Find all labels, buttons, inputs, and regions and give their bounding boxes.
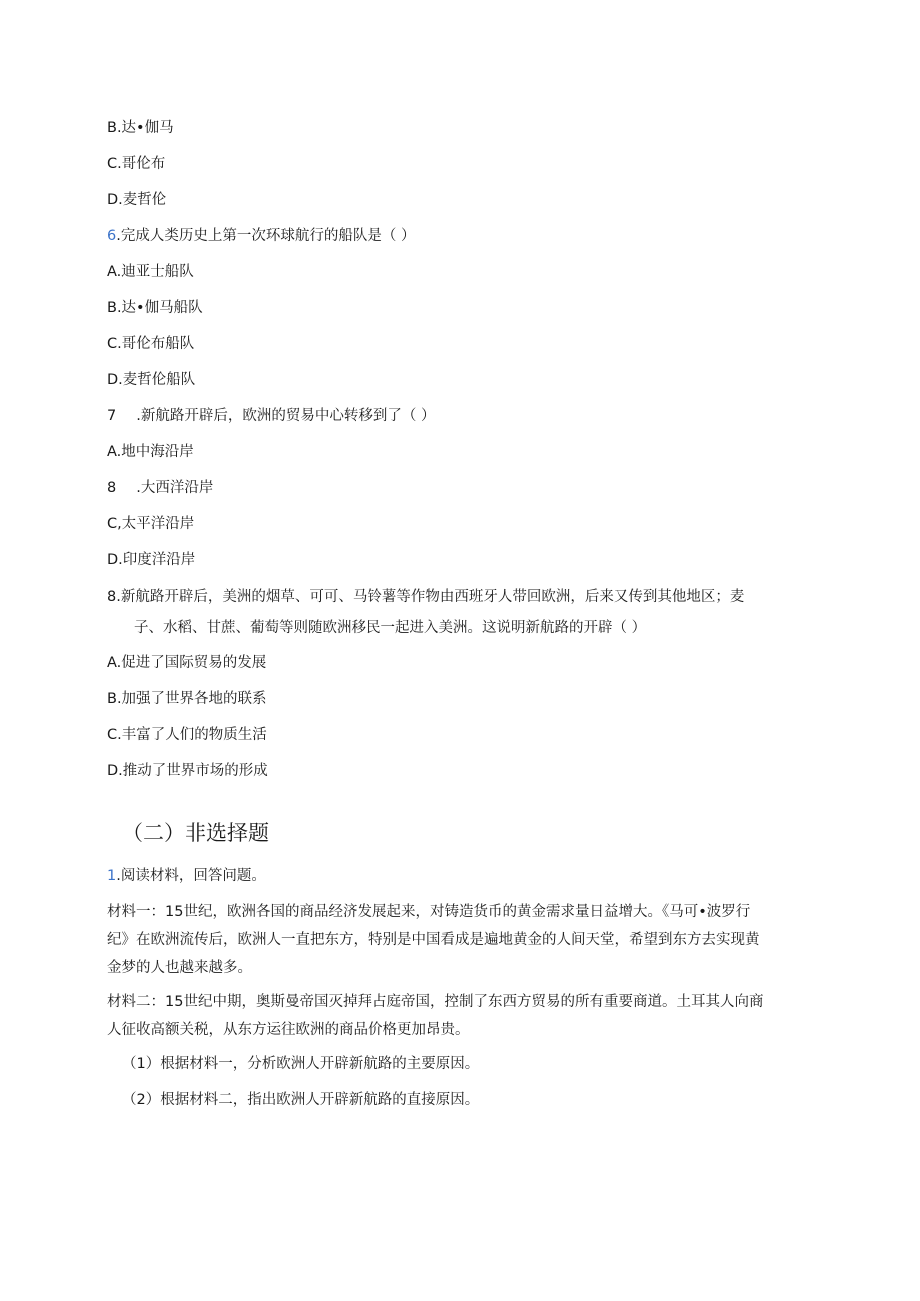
q8-option-b: B.加强了世界各地的联系 (107, 691, 267, 707)
q5-option-c: C.哥伦布 (107, 156, 166, 172)
q7-number: 7 (107, 408, 117, 424)
material1-line3: 金梦的人也越来越多。 (107, 960, 252, 976)
sub-question-1: （1）根据材料一，分析欧洲人开辟新航路的主要原因。 (122, 1056, 480, 1072)
q6-option-a: A.迪亚士船队 (107, 264, 194, 280)
s2-q1-stem-text: .阅读材料，回答问题。 (116, 868, 266, 884)
sub-question-2: （2）根据材料二，指出欧洲人开辟新航路的直接原因。 (122, 1092, 480, 1108)
q8-option-a: A.促进了国际贸易的发展 (107, 655, 267, 671)
q6-option-d: D.麦哲伦船队 (107, 372, 196, 388)
q6-stem (107, 225, 415, 247)
q7-option-b-number: 8 (107, 480, 117, 496)
q7-option-c: C,太平洋沿岸 (107, 516, 195, 532)
s2-q1-stem (107, 865, 266, 887)
q8-option-d: D.推动了世界市场的形成 (107, 763, 268, 779)
q8-stem-line1: 8.新航路开辟后，美洲的烟草、可可、马铃薯等作物由西班牙人带回欧洲，后来又传到其他地区；麦 (107, 589, 745, 605)
q7-option-d: D.印度洋沿岸 (107, 552, 196, 568)
q6-stem-text: .完成人类历史上第一次环球航行的船队是（ ） (116, 228, 416, 244)
q5-option-b: B.达•伽马 (107, 120, 174, 136)
material2-line1: 材料二：15世纪中期，奥斯曼帝国灭掉拜占庭帝国，控制了东西方贸易的所有重要商道。土耳其人向商 (107, 994, 764, 1010)
material2-line2: 人征收高额关税，从东方运往欧洲的商品价格更加昂贵。 (107, 1022, 470, 1038)
q7-stem-text: .新航路开辟后，欧洲的贸易中心转移到了（ ） (136, 408, 436, 424)
section-title: （二）非选择题 (122, 821, 269, 845)
q6-option-c: C.哥伦布船队 (107, 336, 195, 352)
q7-stem (107, 405, 435, 427)
q8-stem-line2: 子、水稻、甘蔗、葡萄等则随欧洲移民一起进入美洲。这说明新航路的开辟（ ） (134, 620, 647, 636)
q8-option-c: C.丰富了人们的物质生活 (107, 727, 267, 743)
q5-option-d: D.麦哲伦 (107, 192, 167, 208)
material1-line2: 纪》在欧洲流传后，欧洲人一直把东方，特别是中国看成是遍地黄金的人间天堂，希望到东方去实现黄 (107, 932, 760, 948)
material1-line1: 材料一：15世纪，欧洲各国的商品经济发展起来，对铸造货币的黄金需求量日益增大。《马可•波罗行 (107, 904, 751, 920)
q7-option-a: A.地中海沿岸 (107, 444, 194, 460)
q7-option-b-text: .大西洋沿岸 (136, 480, 214, 496)
q6-number: 6 (107, 228, 117, 244)
s2-q1-number: 1 (107, 868, 117, 884)
q7-option-b (107, 477, 213, 499)
q6-option-b: B.达•伽马船队 (107, 300, 203, 316)
